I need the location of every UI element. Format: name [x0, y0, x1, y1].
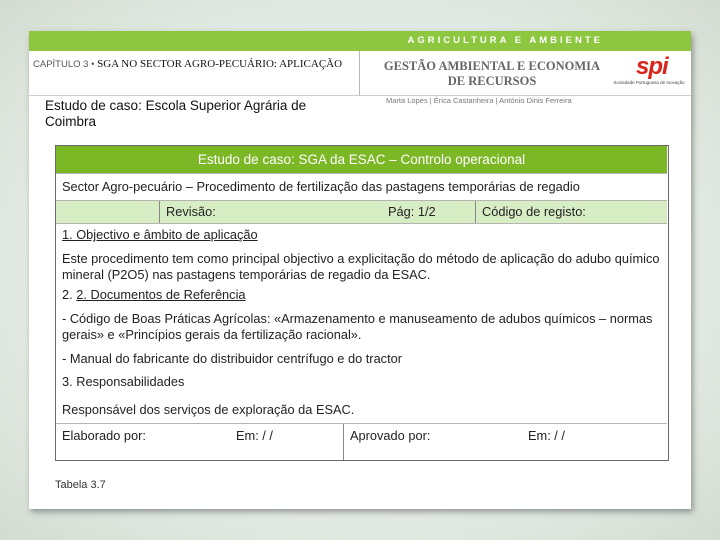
section-title: Estudo de caso: Escola Superior Agrária de Coimbra: [45, 98, 307, 129]
table-subtitle: Sector Agro-pecuário – Procedimento de fertilização das pastagens temporárias de regadio: [62, 179, 580, 194]
table-divider: [343, 424, 344, 460]
spi-logo: [608, 53, 690, 93]
book-header: [360, 51, 691, 96]
section-2-item-1: - Código de Boas Práticas Agrícolas: «Armazenamento e manuseamento de adubos químicos – normas gerais» e «Princípios gerais da fertilização racional».: [62, 311, 653, 342]
approved-date: Em: / /: [528, 428, 565, 443]
spi-logo-subtitle: Sociedade Portuguesa de Inovação: [613, 80, 685, 85]
section-1-title: 1. Objectivo e âmbito de aplicação: [62, 227, 258, 242]
table-cell-empty: [56, 201, 160, 223]
chapter-prefix: CAPÍTULO 3 •: [33, 59, 95, 70]
table-heading: Estudo de caso: SGA da ESAC – Controlo operacional: [56, 146, 667, 173]
revision-label: Revisão:: [166, 204, 216, 219]
prepared-date: Em: / /: [236, 428, 273, 443]
spi-logo-mark: spi: [636, 53, 668, 80]
section-2-title: 2. 2. Documentos de Referência: [62, 287, 246, 302]
book-page: [29, 31, 691, 509]
approved-label: Aprovado por:: [350, 428, 431, 443]
authors: Marta Lopes | Érica Castanheira | António Dinis Ferreira: [386, 96, 572, 105]
procedure-table: [55, 145, 669, 461]
section-2-item-2: - Manual do fabricante do distribuidor centrífugo e do tractor: [62, 351, 403, 366]
section-3-title: 3. Responsabilidades: [62, 374, 185, 389]
page-label: Pág: 1/2: [388, 204, 436, 219]
table-row: [56, 200, 667, 223]
table-row: [56, 423, 667, 460]
table-row: [56, 223, 667, 393]
top-band: [29, 31, 691, 51]
section-2-title-text: 2. Documentos de Referência: [76, 287, 246, 302]
chapter-header: [29, 51, 360, 96]
band-title: AGRICULTURA E AMBIENTE: [407, 35, 603, 46]
table-row: [56, 173, 667, 200]
prepared-label: Elaborado por:: [62, 428, 146, 443]
section-1-text: Este procedimento tem como principal objectivo a explicitação do método de aplicação do adubo químico mineral (P2O5) nas pastagens temporárias de regadio da ESAC.: [62, 251, 660, 282]
table-divider: [475, 201, 476, 223]
chapter-heading: [33, 58, 353, 71]
section-3-text: Responsável dos serviços de exploração da ESAC.: [62, 402, 355, 417]
book-title: GESTÃO AMBIENTAL E ECONOMIA DE RECURSOS: [383, 59, 601, 88]
chapter-title: SGA NO SECTOR AGRO-PECUÁRIO: APLICAÇÃO: [97, 58, 343, 70]
code-label: Código de registo:: [482, 204, 586, 219]
table-caption: Tabela 3.7: [55, 479, 106, 491]
